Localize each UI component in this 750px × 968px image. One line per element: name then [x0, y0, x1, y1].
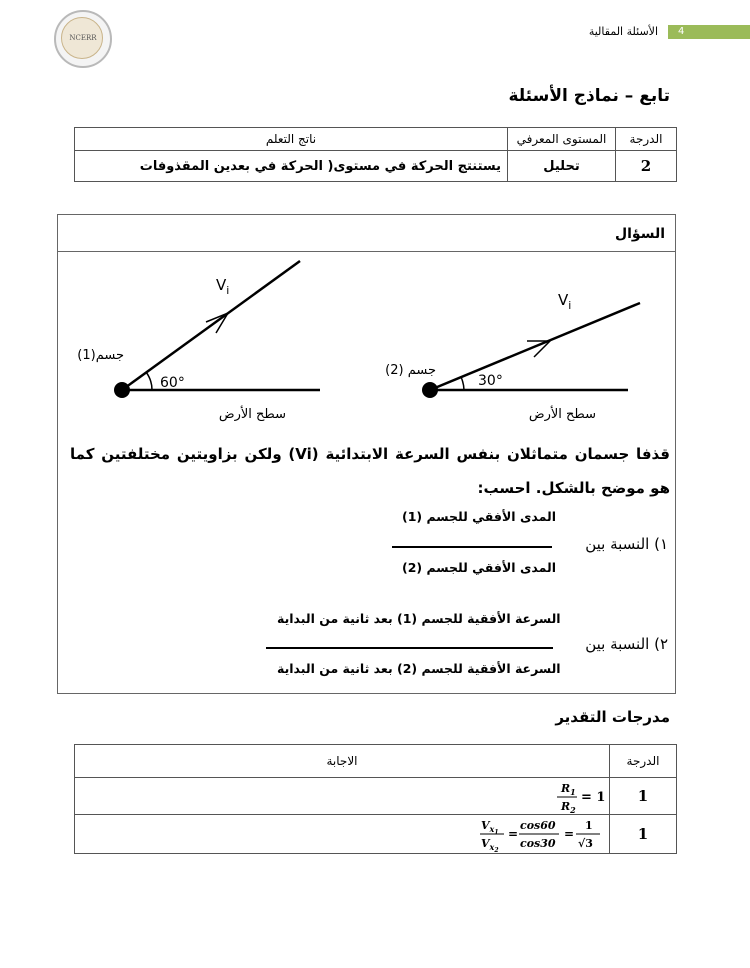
- body2-ball: [422, 382, 438, 398]
- ground-label-1: سطح الأرض: [218, 407, 286, 422]
- institution-logo: [54, 10, 112, 68]
- angle1-label: 60°: [160, 375, 185, 391]
- svg-text:=: =: [508, 827, 519, 841]
- level-header: المستوى المعرفي: [508, 128, 616, 151]
- velocity-label-1: $V_i$: [216, 276, 230, 297]
- projectile-figure: [58, 255, 678, 435]
- answer-formula-2: [479, 819, 603, 854]
- ratio1-numerator: المدى الأفقي للجسم (1): [402, 509, 556, 524]
- ratio2-fraction-bar: [266, 647, 553, 649]
- ratio2-label: ٢) النسبة بين: [585, 635, 668, 653]
- answer-header: الاجابة: [75, 745, 610, 778]
- answer-cell-2: [75, 815, 610, 854]
- rubric-title: مدرجات التقدير: [555, 708, 670, 726]
- grade-header: الدرجة: [616, 128, 677, 151]
- angle2-label: 30°: [478, 373, 503, 389]
- svg-text:R2: $R_2$: [561, 800, 576, 815]
- svg-text:cos60: cos60: [520, 819, 556, 832]
- body1-label: جسم(1): [77, 348, 124, 363]
- body1-ball: [114, 382, 130, 398]
- outcome-cell: يستنتج الحركة في مستوى( الحركة في بعدين المقذوفات: [75, 151, 508, 182]
- svg-text:R1: $R_1$: [561, 782, 576, 797]
- svg-text:1: 1: [585, 819, 593, 832]
- ratio1-denominator: المدى الأفقي للجسم (2): [402, 560, 556, 575]
- question-title: السؤال: [614, 226, 665, 242]
- grade-cell: 2: [616, 151, 677, 182]
- section-heading: تابع – نماذج الأسئلة: [508, 86, 670, 106]
- ratio1-label: ١) النسبة بين: [585, 535, 668, 553]
- svg-text:= 1: = 1: [581, 790, 606, 805]
- velocity-label-2: $V_i$: [558, 291, 572, 312]
- answer-formula-1: [553, 782, 606, 815]
- ground-label-2: سطح الأرض: [528, 407, 596, 422]
- answer-cell-1: [75, 778, 610, 815]
- rubric-table: [74, 744, 677, 854]
- page-number: 4: [668, 25, 750, 39]
- body1-diagram: [77, 261, 320, 422]
- body2-label: جسم (2): [385, 363, 436, 378]
- svg-text:=: =: [564, 827, 575, 841]
- ratio2-denominator: السرعة الأفقية للجسم (2) بعد ثانية من البداية: [277, 661, 561, 676]
- svg-text:Vx2: $V_x2$: [481, 837, 499, 854]
- svg-text:Vx1: $V_x1$: [481, 819, 499, 836]
- logo-text: NCERR: [69, 34, 97, 42]
- grade-cell-1: 1: [610, 778, 677, 815]
- ratio1-fraction-bar: [392, 546, 552, 548]
- question-text: قذفا جسمان متماثلان بنفس السرعة الابتدائية (Vi) ولكن بزاويتين مختلفتين كما هو موضح بالشكل. احسب:: [70, 445, 670, 497]
- outcome-table: [74, 127, 677, 182]
- ratio2-numerator: السرعة الأفقية للجسم (1) بعد ثانية من البداية: [277, 611, 561, 626]
- grade-header: الدرجة: [610, 745, 677, 778]
- level-cell: تحليل: [508, 151, 616, 182]
- outcome-header: ناتج التعلم: [75, 128, 508, 151]
- grade-cell-2: 1: [610, 815, 677, 854]
- header-section-title: الأسئلة المقالية: [588, 25, 658, 38]
- svg-text:cos30: cos30: [520, 837, 556, 850]
- svg-text:√3: √3: [578, 837, 593, 850]
- question-header: [58, 215, 675, 252]
- body2-diagram: [385, 291, 640, 422]
